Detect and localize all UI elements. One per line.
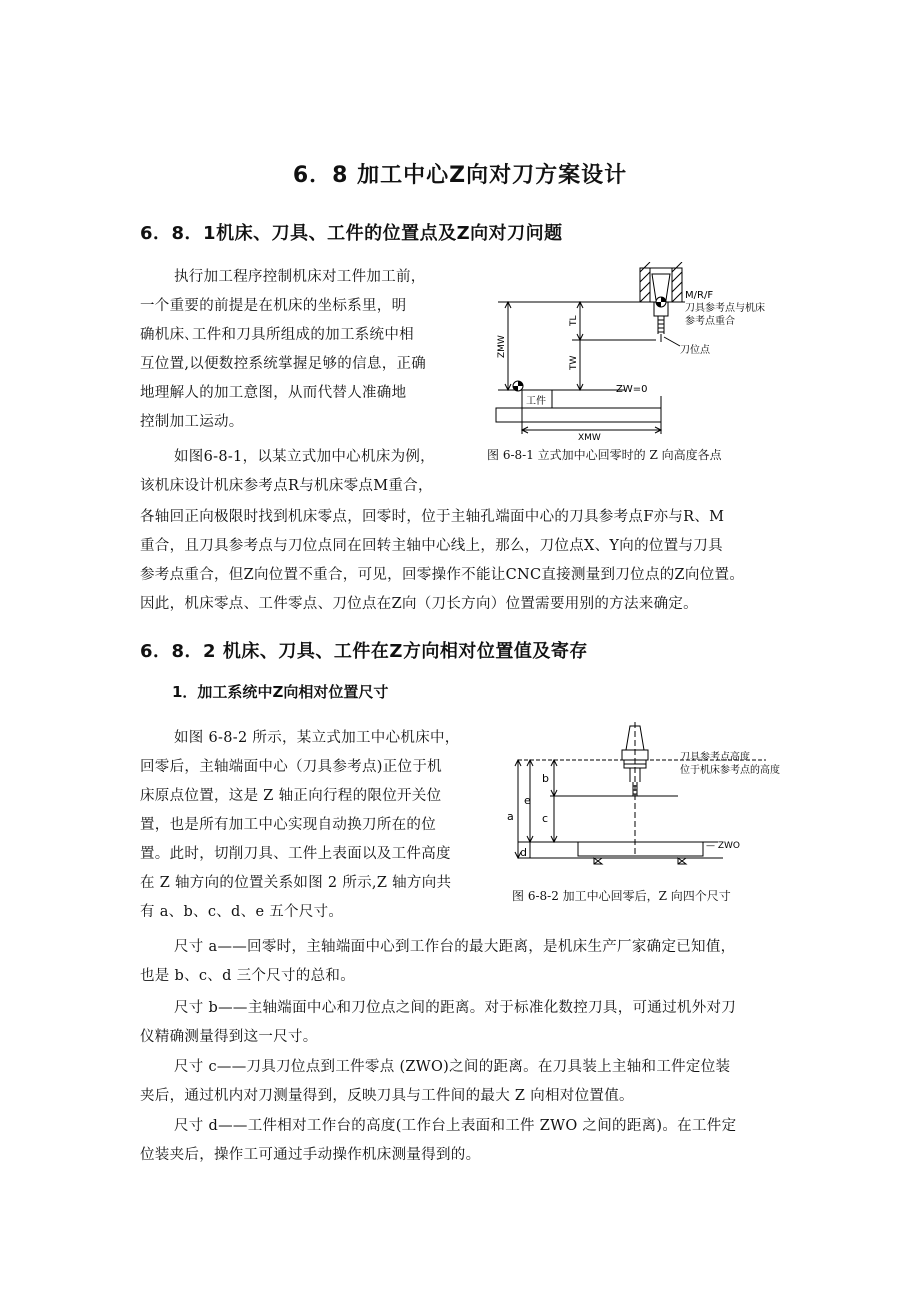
label-zmw: ZMW [497,335,507,358]
label-c: c [542,812,549,825]
figure-6-8-2 [498,722,780,882]
p1-line: 确机床､工件和刀具所组成的加工系统中相 [140,327,414,343]
p1-line: 控制加工运动。 [140,414,244,430]
figure-caption-6-8-1: 图 6-8-1 立式加中心回零时的 Z 向高度各点 [487,448,722,462]
label-tl: TL [569,315,579,326]
p3-line: 床原点位置，这是 Z 轴正向行程的限位开关位 [140,788,442,804]
section-heading-6-8-2: 6．8．2 机床、刀具、工件在Z方向相对位置值及寄存 [140,641,588,662]
page-title: 6．8 加工中心Z向对刀方案设计 [292,163,628,188]
label-work: 工件 [526,396,546,407]
p3-line: 在 Z 轴方向的位置关系如图 2 所示,Z 轴方向共 [140,875,452,891]
label-mrf: M/R/F [685,290,714,301]
p2-line: 重合，且刀具参考点与刀位点同在回转主轴中心线上，那么，刀位点X、Y向的位置与刀具 [140,538,723,554]
p1-line: 一个重要的前提是在机床的坐标系里，明 [140,298,407,314]
p3-line: 置。此时，切削刀具、工件上表面以及工件高度 [140,846,451,862]
label-d: d [520,846,527,859]
p2-line: 因此，机床零点、工件零点、刀位点在Z向（刀长方向）位置需要用别的方法来确定。 [140,596,698,612]
p1-line: 互位置,以便数控系统掌握足够的信息，正确 [140,356,427,372]
label-zwo: — ZWO [706,841,741,851]
pa-line: 也是 b、c、d 三个尺寸的总和。 [140,968,356,984]
p3-line: 回零后，主轴端面中心（刀具参考点)正位于机 [140,759,442,775]
label-l2: 位于机床参考点的高度 [680,765,780,776]
pc-line: 夹后，通过机内对刀测量得到，反映刀具与工件间的最大 Z 向相对位置值。 [140,1088,634,1104]
label-tip: 刀位点 [680,345,710,356]
subsection-heading: 1．加工系统中Z向相对位置尺寸 [172,683,389,701]
pb-line: 仪精确测量得到这一尺寸。 [140,1029,318,1045]
label-zw0: ZW=0 [616,384,648,395]
label-l1: 刀具参考点高度 [680,752,750,763]
section-heading-6-8-1: 6．8．1机床、刀具、工件的位置点及Z向对刀问题 [140,223,563,244]
label-ref2: 参考点重合 [685,316,735,327]
pc-line: 尺寸 c——刀具刀位点到工件零点 (ZWO)之间的距离。在刀具装上主轴和工件定位装 [174,1059,731,1075]
p2-line: 如图6-8-1，以某立式加中心机床为例， [174,449,435,465]
figure-6-8-1 [480,262,780,442]
label-b: b [542,772,549,785]
p1-line: 地理解人的加工意图，从而代替人准确地 [140,385,407,401]
pa-line: 尺寸 a——回零时，主轴端面中心到工作台的最大距离，是机床生产厂家确定已知值， [174,939,736,955]
pd-line: 位装夹后，操作工可通过手动操作机床测量得到的。 [140,1147,481,1163]
pd-line: 尺寸 d——工件相对工作台的高度(工作台上表面和工件 ZWO 之间的距离)。在工件定 [174,1118,737,1134]
label-e: e [524,794,531,807]
figure-caption-6-8-2: 图 6-8-2 加工中心回零后，Z 向四个尺寸 [512,889,731,903]
p3-line: 有 a、b、c、d、e 五个尺寸。 [140,904,344,920]
p2-line: 该机床设计机床参考点R与机床零点M重合， [140,478,433,494]
p2-line: 参考点重合，但Z向位置不重合，可见，回零操作不能让CNC直接测量到刀位点的Z向位置。 [140,567,745,583]
label-xmw: XMW [578,433,601,442]
label-ref1: 刀具参考点与机床 [685,303,765,314]
p3-line: 置，也是所有加工中心实现自动换刀所在的位 [140,817,436,833]
label-tw: TW [569,355,579,370]
p1-line: 执行加工程序控制机床对工件加工前， [174,269,426,285]
p3-line: 如图 6-8-2 所示，某立式加工中心机床中， [174,730,460,746]
label-a: a [507,810,514,823]
pb-line: 尺寸 b——主轴端面中心和刀位点之间的距离。对于标准化数控刀具，可通过机外对刀 [174,1000,737,1016]
p2-line: 各轴回正向极限时找到机床零点，回零时，位于主轴孔端面中心的刀具参考点F亦与R、M [140,509,725,525]
